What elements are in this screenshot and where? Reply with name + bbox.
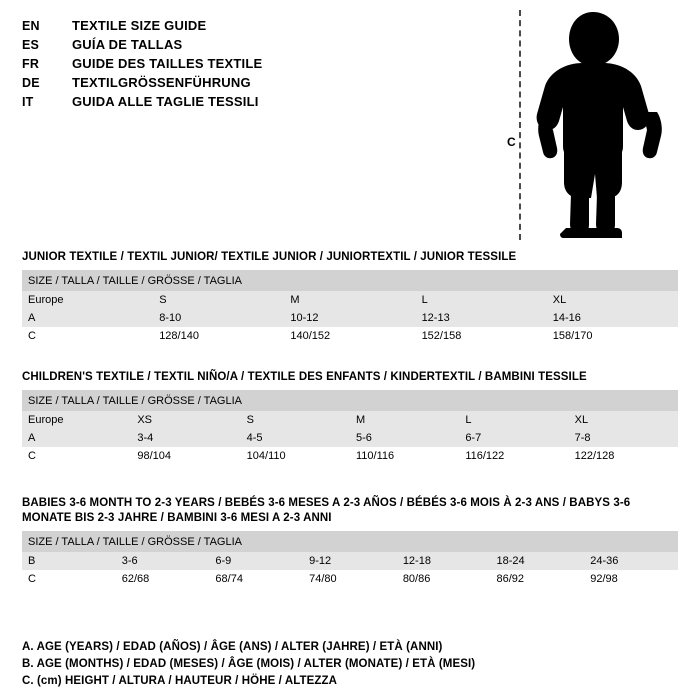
table-header-label: SIZE / TALLA / TAILLE / GRÖSSE / TAGLIA <box>22 531 678 552</box>
table-row <box>22 309 678 327</box>
language-row-it <box>22 94 502 113</box>
row-label: C <box>22 447 131 465</box>
cell: 80/86 <box>397 570 491 588</box>
cell: 3-6 <box>116 552 210 570</box>
language-title: GUIDA ALLE TAGLIE TESSILI <box>72 94 259 109</box>
cell: 74/80 <box>303 570 397 588</box>
cell: M <box>350 411 459 429</box>
cell: 24-36 <box>584 552 678 570</box>
row-label: A <box>22 429 131 447</box>
table-header-label: SIZE / TALLA / TAILLE / GRÖSSE / TAGLIA <box>22 390 678 411</box>
language-code: EN <box>22 19 40 33</box>
cell: 9-12 <box>303 552 397 570</box>
legend <box>22 639 678 690</box>
cell: 86/92 <box>491 570 585 588</box>
row-label: A <box>22 309 153 327</box>
cell: 8-10 <box>153 309 284 327</box>
cell: 122/128 <box>569 447 678 465</box>
cell: 12-18 <box>397 552 491 570</box>
cell: S <box>153 291 284 309</box>
cell: 110/116 <box>350 447 459 465</box>
language-code: ES <box>22 38 40 52</box>
language-code: FR <box>22 57 40 71</box>
language-row-en <box>22 18 502 37</box>
cell: 6-7 <box>459 429 568 447</box>
language-title: TEXTILGRÖSSENFÜHRUNG <box>72 75 251 90</box>
row-label: Europe <box>22 291 153 309</box>
cell: S <box>241 411 350 429</box>
language-title: GUIDE DES TAILLES TEXTILE <box>72 56 263 71</box>
table-row <box>22 429 678 447</box>
language-row-fr <box>22 56 502 75</box>
cell: XL <box>569 411 678 429</box>
table-header-label: SIZE / TALLA / TAILLE / GRÖSSE / TAGLIA <box>22 270 678 291</box>
language-code: IT <box>22 95 34 109</box>
cell: 92/98 <box>584 570 678 588</box>
language-code: DE <box>22 76 40 90</box>
cell: 104/110 <box>241 447 350 465</box>
table-row <box>22 411 678 429</box>
section-children-textile <box>22 370 678 465</box>
cell: 158/170 <box>547 327 678 345</box>
language-title: GUÍA DE TALLAS <box>72 37 183 52</box>
cell: XL <box>547 291 678 309</box>
cell: 4-5 <box>241 429 350 447</box>
section-junior-textile <box>22 250 678 345</box>
table-row <box>22 327 678 345</box>
section-title: BABIES 3-6 MONTH TO 2-3 YEARS / BEBÉS 3-6 MESES A 2-3 AÑOS / BÉBÉS 3-6 MOIS À 2-3 ANS / BABYS 3-6 MONATE BIS 2-3 JAHRE / BAMBINI 3-6 MESI A 2-3 ANNI <box>22 497 631 524</box>
legend-item-age-months: B. AGE (MONTHS) / EDAD (MESES) / ÂGE (MOIS) / ALTER (MONATE) / ETÀ (MESI) <box>22 658 476 670</box>
row-label: B <box>22 552 116 570</box>
cell: 68/74 <box>209 570 303 588</box>
cell: 116/122 <box>459 447 568 465</box>
section-babies-textile <box>22 496 678 588</box>
legend-item-height: C. (cm) HEIGHT / ALTURA / HAUTEUR / HÖHE / ALTEZZA <box>22 675 338 687</box>
height-dashed-line <box>519 10 521 240</box>
cell: 5-6 <box>350 429 459 447</box>
cell: L <box>416 291 547 309</box>
cell: 152/158 <box>416 327 547 345</box>
cell: L <box>459 411 568 429</box>
legend-item-age-years: A. AGE (YEARS) / EDAD (AÑOS) / ÂGE (ANS) / ALTER (JAHRE) / ETÀ (ANNI) <box>22 641 443 653</box>
language-row-de <box>22 75 502 94</box>
children-size-table <box>22 390 678 465</box>
cell: 12-13 <box>416 309 547 327</box>
row-label: C <box>22 570 116 588</box>
table-row <box>22 291 678 309</box>
row-label: C <box>22 327 153 345</box>
language-title: TEXTILE SIZE GUIDE <box>72 18 207 33</box>
section-title: JUNIOR TEXTILE / TEXTIL JUNIOR/ TEXTILE JUNIOR / JUNIORTEXTIL / JUNIOR TESSILE <box>22 251 517 263</box>
height-measure-label: C <box>507 135 516 149</box>
section-title: CHILDREN'S TEXTILE / TEXTIL NIÑO/A / TEXTILE DES ENFANTS / KINDERTEXTIL / BAMBINI TESSILE <box>22 371 587 383</box>
cell: 6-9 <box>209 552 303 570</box>
cell: 62/68 <box>116 570 210 588</box>
cell: 128/140 <box>153 327 284 345</box>
cell: XS <box>131 411 240 429</box>
cell: M <box>284 291 415 309</box>
table-row <box>22 447 678 465</box>
table-header-row <box>22 531 678 552</box>
cell: 14-16 <box>547 309 678 327</box>
table-row <box>22 552 678 570</box>
child-silhouette-icon <box>535 6 685 244</box>
junior-size-table <box>22 270 678 345</box>
table-row <box>22 570 678 588</box>
table-header-row <box>22 270 678 291</box>
height-measurement-figure <box>505 6 690 244</box>
cell: 3-4 <box>131 429 240 447</box>
cell: 98/104 <box>131 447 240 465</box>
cell: 7-8 <box>569 429 678 447</box>
language-header <box>22 18 502 113</box>
row-label: Europe <box>22 411 131 429</box>
language-row-es <box>22 37 502 56</box>
cell: 18-24 <box>491 552 585 570</box>
babies-size-table <box>22 531 678 588</box>
cell: 10-12 <box>284 309 415 327</box>
cell: 140/152 <box>284 327 415 345</box>
table-header-row <box>22 390 678 411</box>
